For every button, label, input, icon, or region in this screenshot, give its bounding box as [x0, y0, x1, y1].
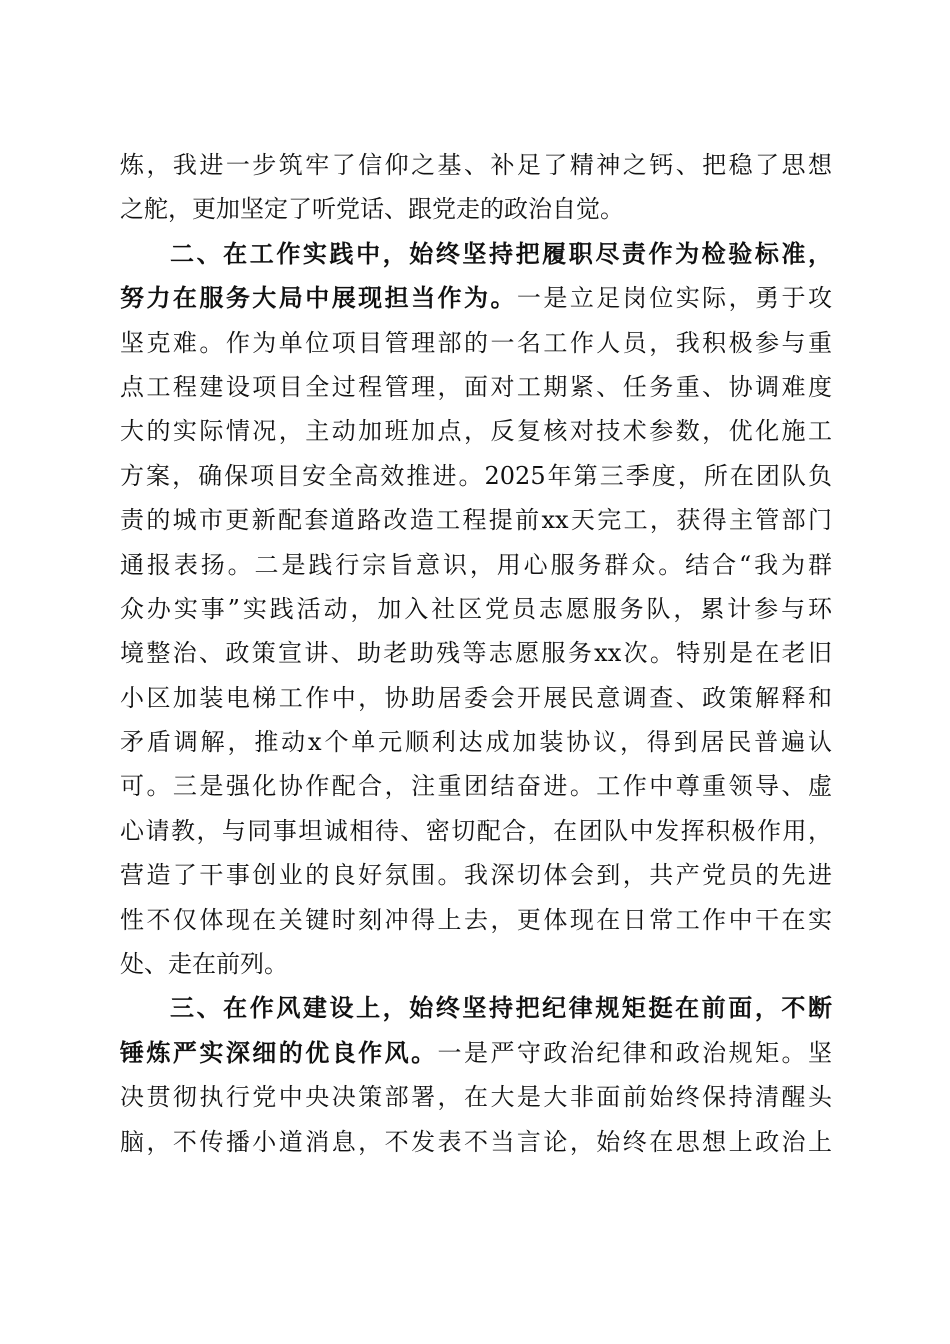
section-heading-3-continued — [120, 1031, 832, 1075]
text-line: 坚克难。作为单位项目管理部的一名工作人员，我积极参与重 — [120, 328, 832, 357]
text-line: 营造了干事创业的良好氛围。我深切体会到，共产党员的先进 — [120, 861, 832, 890]
section-heading-2-continued — [120, 276, 832, 320]
text-line: 之舵，更加坚定了听党话、跟党走的政治自觉。 — [120, 195, 624, 224]
section-heading-3 — [120, 986, 832, 1030]
text-line: 境整治、政策宣讲、助老助残等志愿服务xx次。特别是在老旧 — [120, 639, 832, 668]
text-line: 心请教，与同事坦诚相待、密切配合，在团队中发挥积极作用， — [120, 816, 832, 845]
text-line: 性不仅体现在关键时刻冲得上去，更体现在日常工作中干在实 — [120, 905, 832, 934]
text-line: 通报表扬。二是践行宗旨意识，用心服务群众。结合“我为群 — [120, 550, 832, 579]
text-line: 点工程建设项目全过程管理，面对工期紧、任务重、协调难度 — [120, 372, 832, 401]
text-line: 炼，我进一步筑牢了信仰之基、补足了精神之钙、把稳了思想 — [120, 151, 832, 179]
body-text-span: 一是立足岗位实际，勇于攻 — [516, 284, 832, 313]
text-line: 矛盾调解，推动x个单元顺利达成加装协议，得到居民普遍认 — [120, 728, 832, 757]
heading-text: 三、在作风建设上，始终坚持把纪律规矩挺在前面，不断 — [170, 994, 832, 1023]
heading-text: 二、在工作实践中，始终坚持把履职尽责作为检验标准， — [170, 239, 832, 268]
text-line: 大的实际情况，主动加班加点，反复核对技术参数，优化施工 — [120, 417, 832, 446]
text-line: 小区加装电梯工作中，协助居委会开展民意调查、政策解释和 — [120, 683, 832, 712]
text-line: 决贯彻执行党中央决策部署，在大是大非面前始终保持清醒头 — [120, 1083, 832, 1112]
document-body — [120, 143, 832, 1164]
body-text-span: 一是严守政治纪律和政治规矩。坚 — [437, 1038, 833, 1067]
text-line: 处、走在前列。 — [120, 950, 288, 979]
text-line: 责的城市更新配套道路改造工程提前xx天完工，获得主管部门 — [120, 506, 832, 535]
heading-text: 努力在服务大局中展现担当作为。 — [120, 284, 517, 313]
text-line: 方案，确保项目安全高效推进。2025年第三季度，所在团队负 — [120, 461, 832, 490]
section-heading-2 — [120, 232, 832, 276]
text-line: 众办实事”实践活动，加入社区党员志愿服务队，累计参与环 — [120, 594, 832, 623]
text-line: 可。三是强化协作配合，注重团结奋进。工作中尊重领导、虚 — [120, 772, 832, 801]
heading-text: 锤炼严实深细的优良作风。 — [120, 1038, 438, 1067]
text-line: 脑，不传播小道消息，不发表不当言论，始终在思想上政治上 — [120, 1127, 832, 1156]
